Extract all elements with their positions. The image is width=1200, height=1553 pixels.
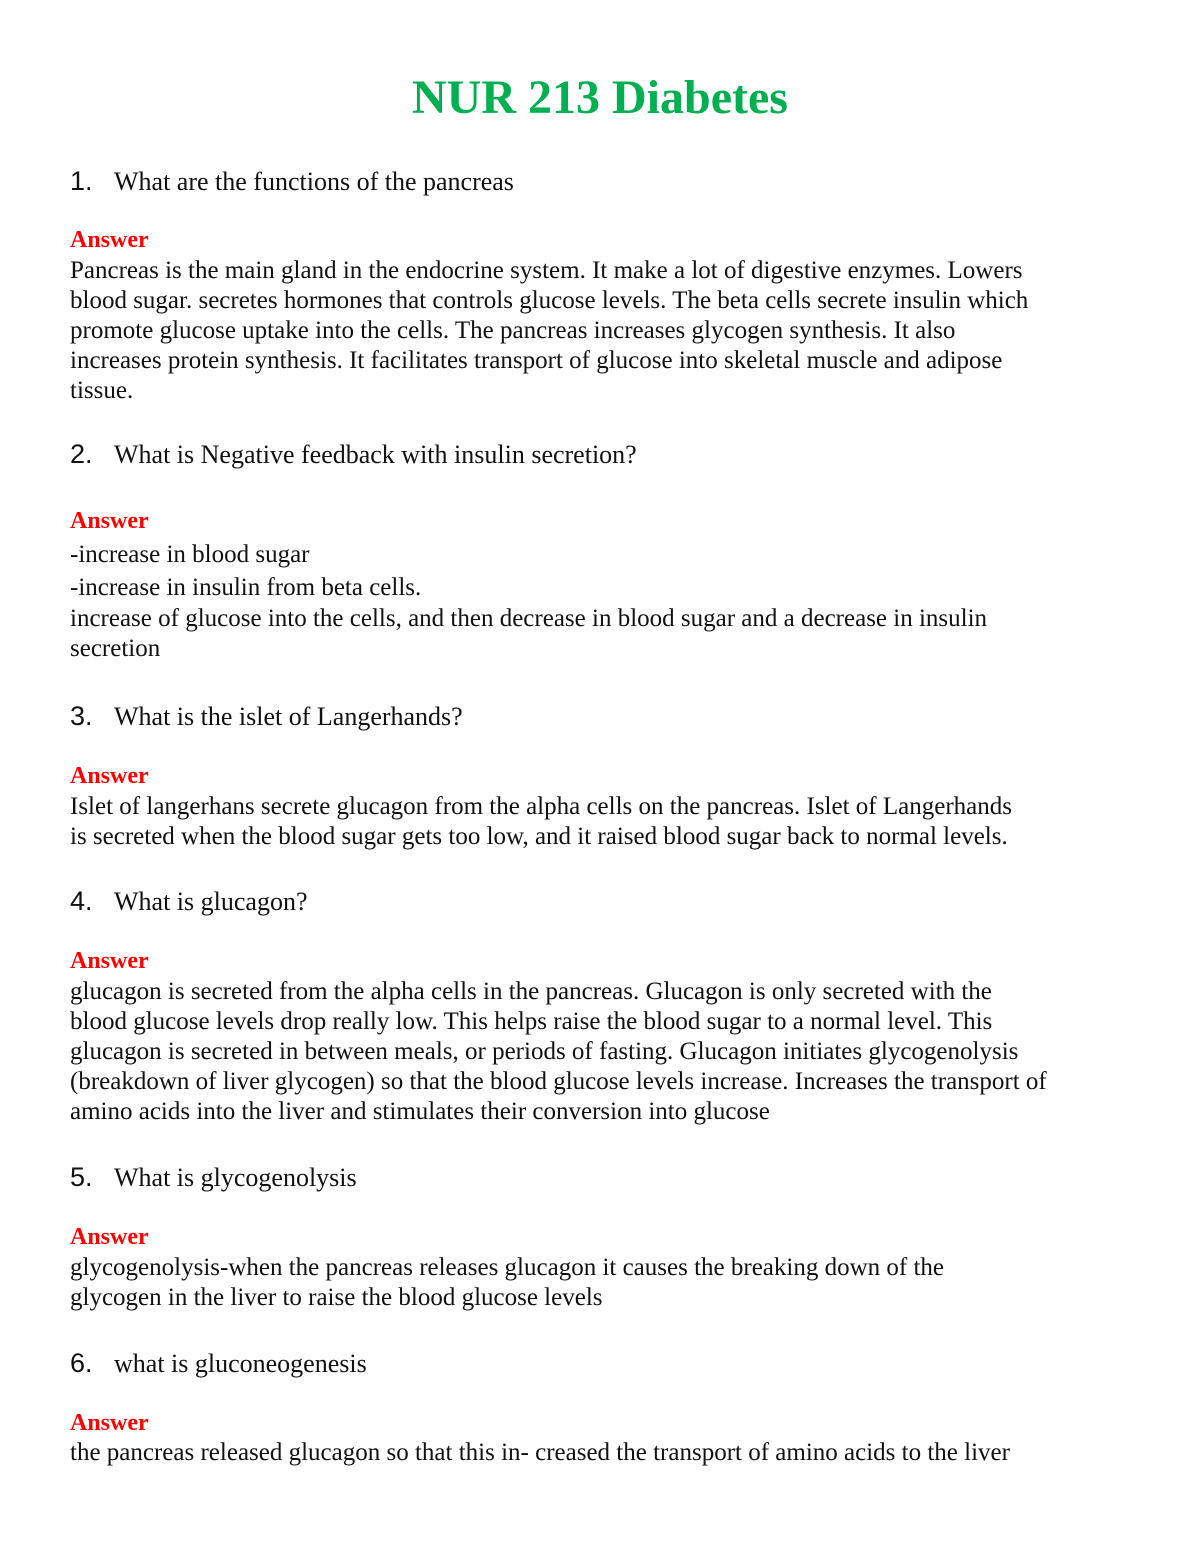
answer-line: increase of glucose into the cells, and then decrease in blood sugar and a decrease in insulin (70, 605, 988, 632)
question-text: What is glucagon? (114, 887, 308, 916)
question-number: 6. (70, 1348, 93, 1378)
answer-line: glycogenolysis-when the pancreas releases glucagon it causes the breaking down of the (70, 1254, 945, 1281)
answer-line: blood sugar. secretes hormones that controls glucose levels. The beta cells secrete insulin which (70, 287, 1029, 314)
answer-line: -increase in insulin from beta cells. (70, 574, 422, 601)
answer-1 (70, 256, 1110, 406)
answer-line: is secreted when the blood sugar gets too low, and it raised blood sugar back to normal levels. (70, 823, 1008, 850)
question-3 (70, 700, 1130, 733)
question-1 (70, 165, 1130, 198)
answer-5 (70, 1253, 1110, 1313)
answer-line: tissue. (70, 377, 134, 404)
question-text: what is gluconeogenesis (114, 1349, 367, 1378)
question-5 (70, 1161, 1130, 1194)
answer-2 (70, 538, 1110, 664)
question-number: 1. (70, 166, 93, 196)
question-4 (70, 885, 1130, 918)
answer-4 (70, 977, 1110, 1127)
answer-line: (breakdown of liver glycogen) so that the blood glucose levels increase. Increases the transport of (70, 1068, 1047, 1095)
answer-line: Islet of langerhans secrete glucagon from the alpha cells on the pancreas. Islet of Langerhands (70, 793, 1012, 820)
question-text: What are the functions of the pancreas (114, 167, 514, 196)
answer-6 (70, 1438, 1110, 1468)
answer-line: promote glucose uptake into the cells. The pancreas increases glycogen synthesis. It also (70, 317, 956, 344)
answer-line: glycogen in the liver to raise the blood glucose levels (70, 1284, 603, 1311)
answer-3 (70, 792, 1110, 852)
page-title: NUR 213 Diabetes (412, 71, 788, 124)
answer-label: Answer (70, 227, 149, 253)
answer-label: Answer (70, 763, 149, 789)
question-number: 3. (70, 701, 93, 731)
answer-label: Answer (70, 948, 149, 974)
answer-line: -increase in blood sugar (70, 541, 310, 568)
question-text: What is Negative feedback with insulin secretion? (114, 440, 637, 469)
answer-line: increases protein synthesis. It facilitates transport of glucose into skeletal muscle and adipose (70, 347, 1003, 374)
answer-line: Pancreas is the main gland in the endocrine system. It make a lot of digestive enzymes. Lowers (70, 257, 1023, 284)
question-text: What is the islet of Langerhands? (114, 702, 463, 731)
answer-label: Answer (70, 1224, 149, 1250)
answer-line: glucagon is secreted in between meals, or periods of fasting. Glucagon initiates glycogenolysis (70, 1038, 1019, 1065)
question-6 (70, 1347, 1130, 1380)
answer-line: glucagon is secreted from the alpha cells in the pancreas. Glucagon is only secreted with the (70, 978, 992, 1005)
answer-line: secretion (70, 635, 161, 662)
question-number: 4. (70, 886, 93, 916)
question-number: 2. (70, 439, 93, 469)
answer-label: Answer (70, 508, 149, 534)
answer-line: blood glucose levels drop really low. This helps raise the blood sugar to a normal level. This (70, 1008, 993, 1035)
question-2 (70, 438, 1130, 471)
answer-line: amino acids into the liver and stimulates their conversion into glucose (70, 1098, 770, 1125)
question-text: What is glycogenolysis (114, 1163, 357, 1192)
question-number: 5. (70, 1162, 93, 1192)
answer-line: the pancreas released glucagon so that this in- creased the transport of amino acids to the liver (70, 1439, 1010, 1466)
answer-label: Answer (70, 1410, 149, 1436)
